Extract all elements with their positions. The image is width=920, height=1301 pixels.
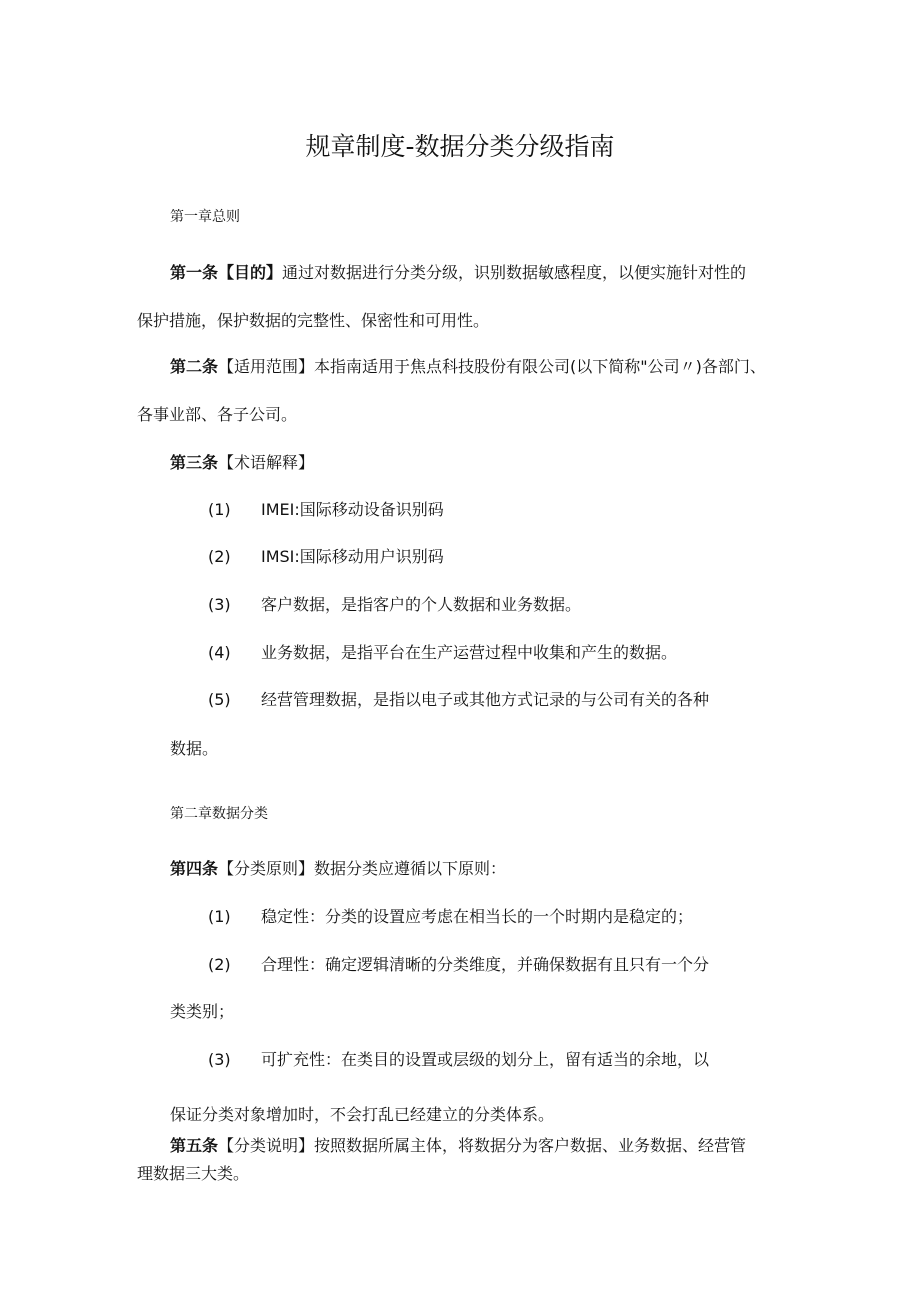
chapter-1-heading: 第一章总则: [170, 209, 240, 225]
list-item: [0, 499, 920, 521]
list-item: [0, 689, 920, 711]
list-item-text: 可扩充性：在类目的设置或层级的划分上，留有适当的余地，以: [261, 1050, 710, 1069]
article-5-line-1: [170, 1135, 746, 1157]
article-1-label: 第一条【目的】: [170, 263, 283, 282]
list-item-number: (3): [208, 595, 231, 614]
article-1-text-1: 通过对数据进行分类分级，识别数据敏感程度，以便实施针对性的: [282, 263, 747, 282]
list-item-text: 客户数据，是指客户的个人数据和业务数据。: [261, 595, 582, 614]
list-item-number: (3): [208, 1050, 231, 1069]
chapter-2-heading: 第二章数据分类: [170, 806, 268, 822]
article-4-line-1: [170, 858, 506, 880]
article-1-line-1: [170, 262, 746, 284]
document-title: 规章制度-数据分类分级指南: [305, 132, 615, 161]
article-5-line-2: 理数据三大类。: [137, 1164, 250, 1183]
list-item-text: 合理性：确定逻辑清晰的分类维度，并确保数据有且只有一个分: [261, 955, 710, 974]
list-item-text: 稳定性：分类的设置应考虑在相当长的一个时期内是稳定的；: [261, 907, 694, 926]
list-item-number: (4): [208, 643, 231, 662]
article-2-line-1: [170, 356, 766, 378]
list-item-number: (1): [208, 500, 231, 519]
list-item: [0, 906, 920, 928]
list-item-text: 经营管理数据，是指以电子或其他方式记录的与公司有关的各种: [261, 690, 710, 709]
article-5-text-1: 【分类说明】按照数据所属主体，将数据分为客户数据、业务数据、经营管: [218, 1136, 747, 1155]
list-item-continuation: 类类别；: [170, 1002, 235, 1021]
list-item: [0, 954, 920, 976]
article-3-heading: 【术语解释】: [218, 453, 315, 472]
list-item: [0, 642, 920, 664]
article-4-label: 第四条: [170, 859, 219, 878]
article-4-text-1: 【分类原则】数据分类应遵循以下原则：: [218, 859, 507, 878]
article-1-line-2: 保护措施，保护数据的完整性、保密性和可用性。: [137, 311, 490, 330]
article-3-heading-line: [170, 452, 314, 474]
article-2-label: 第二条: [170, 357, 219, 376]
article-2-line-2: 各事业部、各子公司。: [137, 405, 298, 424]
list-item-number: (5): [208, 690, 231, 709]
article-5-label: 第五条: [170, 1136, 219, 1155]
list-item-number: (2): [208, 955, 231, 974]
list-item-number: (1): [208, 907, 231, 926]
article-2-text-1: 【适用范围】本指南适用于焦点科技股份有限公司(以下简称"公司〃)各部门、: [218, 357, 766, 376]
list-item-text: IMSI:国际移动用户识别码: [261, 547, 444, 566]
list-item-continuation: 保证分类对象增加时，不会打乱已经建立的分类体系。: [170, 1105, 555, 1124]
list-item: [0, 594, 920, 616]
list-item-number: (2): [208, 547, 231, 566]
list-item-text: 业务数据，是指平台在生产运营过程中收集和产生的数据。: [261, 643, 678, 662]
list-item: [0, 546, 920, 568]
list-item: [0, 1049, 920, 1071]
list-item-continuation: 数据。: [170, 739, 219, 758]
article-3-label: 第三条: [170, 453, 219, 472]
list-item-text: IMEI:国际移动设备识别码: [261, 500, 444, 519]
